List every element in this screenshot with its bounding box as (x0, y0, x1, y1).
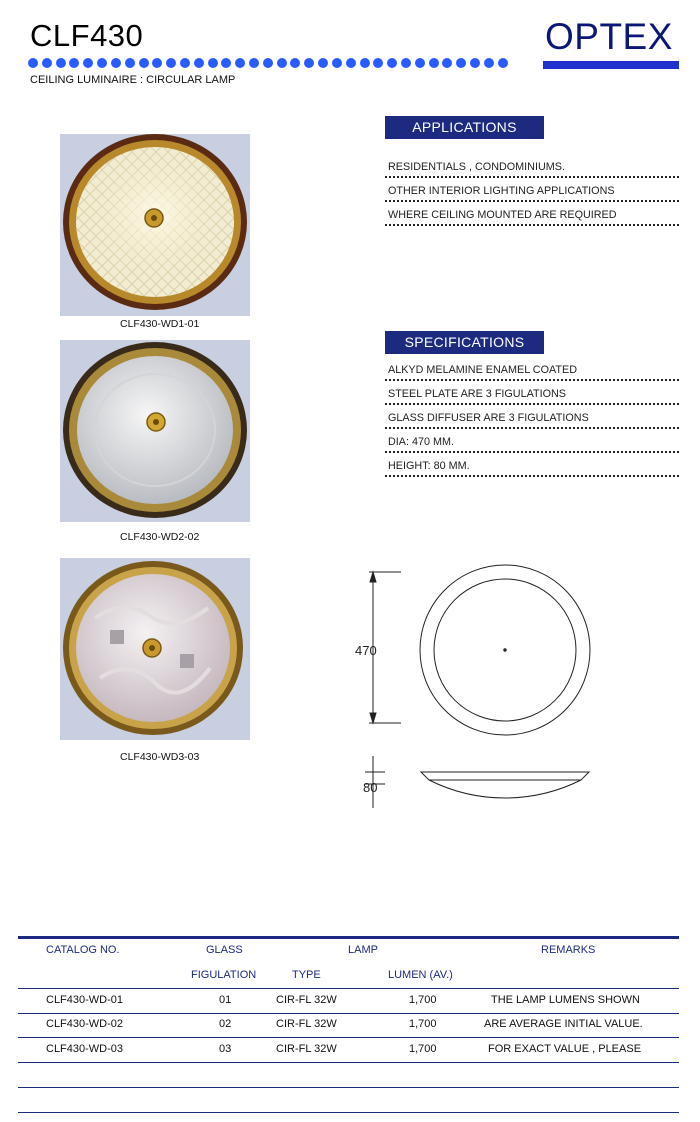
brand-logo: OPTEX (545, 16, 673, 57)
divider-dot (125, 58, 135, 68)
divider-dot (318, 58, 328, 68)
header-glass: GLASS (206, 944, 243, 956)
divider-dot (69, 58, 79, 68)
product-photo-1 (60, 134, 250, 316)
divider-dot (56, 58, 66, 68)
divider-dot (83, 58, 93, 68)
height-label: 80 (363, 780, 378, 795)
spec-item: GLASS DIFFUSER ARE 3 FIGULATIONS (385, 405, 679, 429)
divider-dot (304, 58, 314, 68)
photo-caption-3: CLF430-WD3-03 (120, 751, 200, 763)
diameter-label: 470 (355, 643, 377, 658)
divider-dot (42, 58, 52, 68)
application-item: RESIDENTIALS , CONDOMINIUMS. (385, 154, 679, 178)
application-item: WHERE CEILING MOUNTED ARE REQUIRED (385, 202, 679, 226)
header-type: TYPE (292, 969, 321, 981)
divider-dot (456, 58, 466, 68)
table-row (18, 988, 679, 1014)
divider-dot (415, 58, 425, 68)
divider-dot (208, 58, 218, 68)
applications-header: APPLICATIONS (385, 116, 544, 139)
table-row (18, 1013, 679, 1038)
cell-type: CIR-FL 32W (276, 1043, 337, 1055)
divider-dot (332, 58, 342, 68)
divider-dot (429, 58, 439, 68)
spec-item: ALKYD MELAMINE ENAMEL COATED (385, 357, 679, 381)
divider-dot (484, 58, 494, 68)
table-top-rule (18, 936, 679, 939)
dotted-divider (28, 58, 508, 70)
specifications-header: SPECIFICATIONS (385, 331, 544, 354)
divider-dot (263, 58, 273, 68)
divider-dot (401, 58, 411, 68)
table-row (18, 1063, 679, 1088)
cell-figulation: 03 (219, 1043, 232, 1055)
catalog-table (18, 936, 679, 1055)
cell-type: CIR-FL 32W (276, 994, 337, 1006)
cell-remarks: THE LAMP LUMENS SHOWN (491, 994, 640, 1006)
divider-dot (277, 58, 287, 68)
technical-drawing (345, 560, 605, 820)
header-lumen: LUMEN (AV.) (388, 969, 453, 981)
product-photo-3 (60, 558, 250, 740)
divider-dot (442, 58, 452, 68)
divider-dot (166, 58, 176, 68)
cell-figulation: 01 (219, 994, 232, 1006)
cell-type: CIR-FL 32W (276, 1018, 337, 1030)
header-catalog: CATALOG NO. (46, 944, 120, 956)
divider-dot (194, 58, 204, 68)
header-remarks: REMARKS (541, 944, 596, 956)
spec-item: HEIGHT: 80 MM. (385, 453, 679, 477)
photo-caption-2: CLF430-WD2-02 (120, 531, 200, 543)
divider-dot (470, 58, 480, 68)
cell-remarks: ARE AVERAGE INITIAL VALUE. (484, 1018, 643, 1030)
divider-dot (139, 58, 149, 68)
divider-dot (498, 58, 508, 68)
divider-dot (152, 58, 162, 68)
cell-lumen: 1,700 (409, 1043, 437, 1055)
divider-dot (249, 58, 259, 68)
divider-dot (360, 58, 370, 68)
table-row (18, 1038, 679, 1063)
spec-item: DIA: 470 MM. (385, 429, 679, 453)
header-lamp: LAMP (348, 944, 378, 956)
cell-remarks: FOR EXACT VALUE , PLEASE (488, 1043, 642, 1055)
product-subtitle: CEILING LUMINAIRE : CIRCULAR LAMP (30, 74, 236, 86)
cell-lumen: 1,700 (409, 1018, 437, 1030)
cell-catalog: CLF430-WD-03 (46, 1043, 124, 1055)
header-figulation: FIGULATION (191, 969, 257, 981)
cell-figulation: 02 (219, 1018, 232, 1030)
divider-dot (235, 58, 245, 68)
divider-dot (97, 58, 107, 68)
divider-dot (111, 58, 121, 68)
divider-dot (373, 58, 383, 68)
divider-dot (221, 58, 231, 68)
cell-catalog: CLF430-WD-01 (46, 994, 124, 1006)
divider-dot (387, 58, 397, 68)
photo-caption-1: CLF430-WD1-01 (120, 318, 200, 330)
product-photo-2 (60, 340, 250, 522)
divider-dot (180, 58, 190, 68)
applications-list (385, 154, 679, 226)
table-row (18, 1088, 679, 1113)
divider-dot (290, 58, 300, 68)
spec-item: STEEL PLATE ARE 3 FIGULATIONS (385, 381, 679, 405)
divider-dot (28, 58, 38, 68)
cell-catalog: CLF430-WD-02 (46, 1018, 124, 1030)
brand-underline (543, 61, 679, 69)
cell-lumen: 1,700 (409, 994, 437, 1006)
divider-dot (346, 58, 356, 68)
application-item: OTHER INTERIOR LIGHTING APPLICATIONS (385, 178, 679, 202)
specifications-list (385, 357, 679, 477)
model-title: CLF430 (30, 18, 144, 53)
